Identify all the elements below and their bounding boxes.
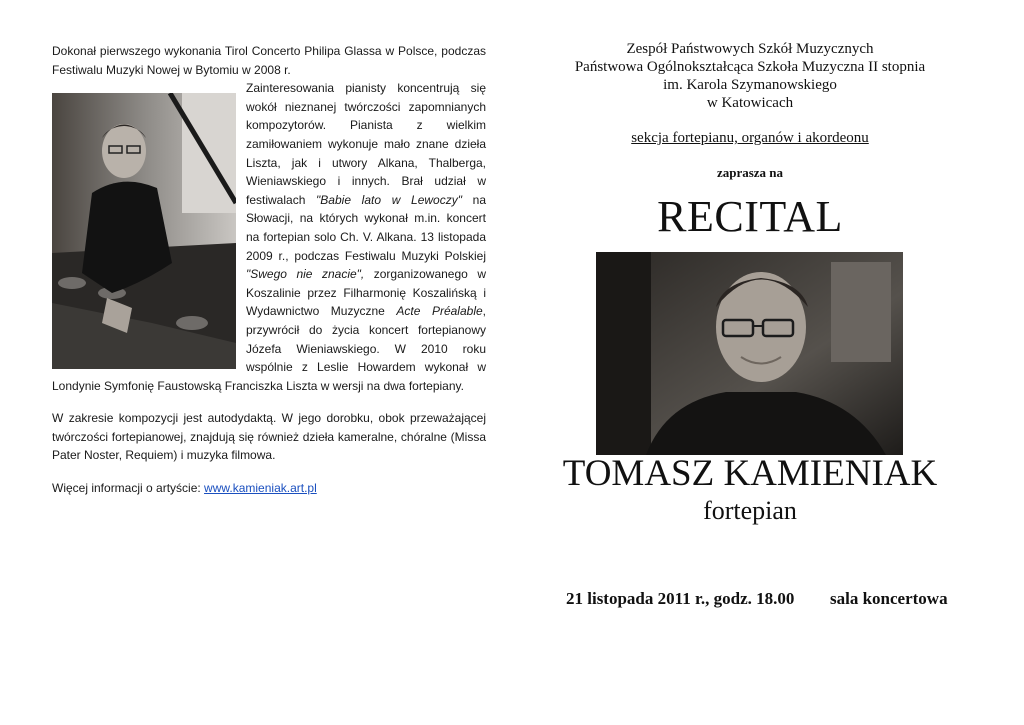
more-info-line: Więcej informacji o artyście: www.kamieniak.art.pl [52,481,317,496]
section-name: sekcja fortepianu, organów i akordeonu [631,130,869,146]
school-line-4: w Katowicach [706,95,794,111]
recital-title: RECITAL [657,192,843,241]
school-name [560,40,940,112]
pianist-portrait-photo [596,252,903,455]
school-line-2: Państwowa Ogólnokształcąca Szkoła Muzyczna II stopnia [574,59,926,75]
bio-paragraph-1: Dokonał pierwszego wykonania Tirol Concerto Philipa Glassa w Polsce, podczas Festiwalu Muzyki Nowej w Bytomiu w 2008 r. [52,44,486,77]
pianist-at-piano-photo [52,93,236,369]
performer-name: TOMASZ KAMIENIAK [562,453,938,494]
poster-column [560,40,940,243]
school-line-3: im. Karola Szymanowskiego [663,77,837,93]
bio-paragraph-3: W zakresie kompozycji jest autodydaktą. W jego dorobku, obok przeważającej twórczości fortepianowej, znajdują się również dzieła kameralne, chóralne (Missa Pater Noster, Requiem) i muzyka filmowa. [52,411,486,463]
bio-paragraph-2: Zainteresowania pianisty koncentrują się wokół nieznanej twórczości zapomnianych kompozytorów. Pianista z wielkim zamiłowaniem wykonuje mało znane dzieła Liszta, jak i utwory Alkana, Thalberga, Wieniawskiego i innych. Brał udział w festiwalach "Babie lato w Lewoczy" na Słowacji, na których wykonał m.in. koncert na fortepian solo Ch. V. Alkana. 13 listopada 2009 r., podczas Festiwalu Muzyki Polskiej "Swego nie znacie", zorganizowanego w Koszalinie przez Filharmonię Koszalińską i Wydawnictwo Muzyczne Acte Préalable, przywrócił do życia koncert fortepianowy Józefa Wieniawskiego. W 2010 roku wspólnie z Leslie Howardem wykonał w Londynie Symfonię Faustowską Franciszka Liszta w wersji na dwa fortepiany. [52,81,487,393]
invites-text: zaprasza na [716,165,784,180]
school-line-1: Zespół Państwowych Szkół Muzycznych [626,41,874,57]
website-link[interactable]: www.kamieniak.art.pl [204,481,317,496]
biography-column [52,42,486,498]
concert-venue: sala koncertowa [830,589,948,608]
concert-date: 21 listopada 2011 r., godz. 18.00 [566,589,795,608]
instrument-label: fortepian [703,496,797,525]
